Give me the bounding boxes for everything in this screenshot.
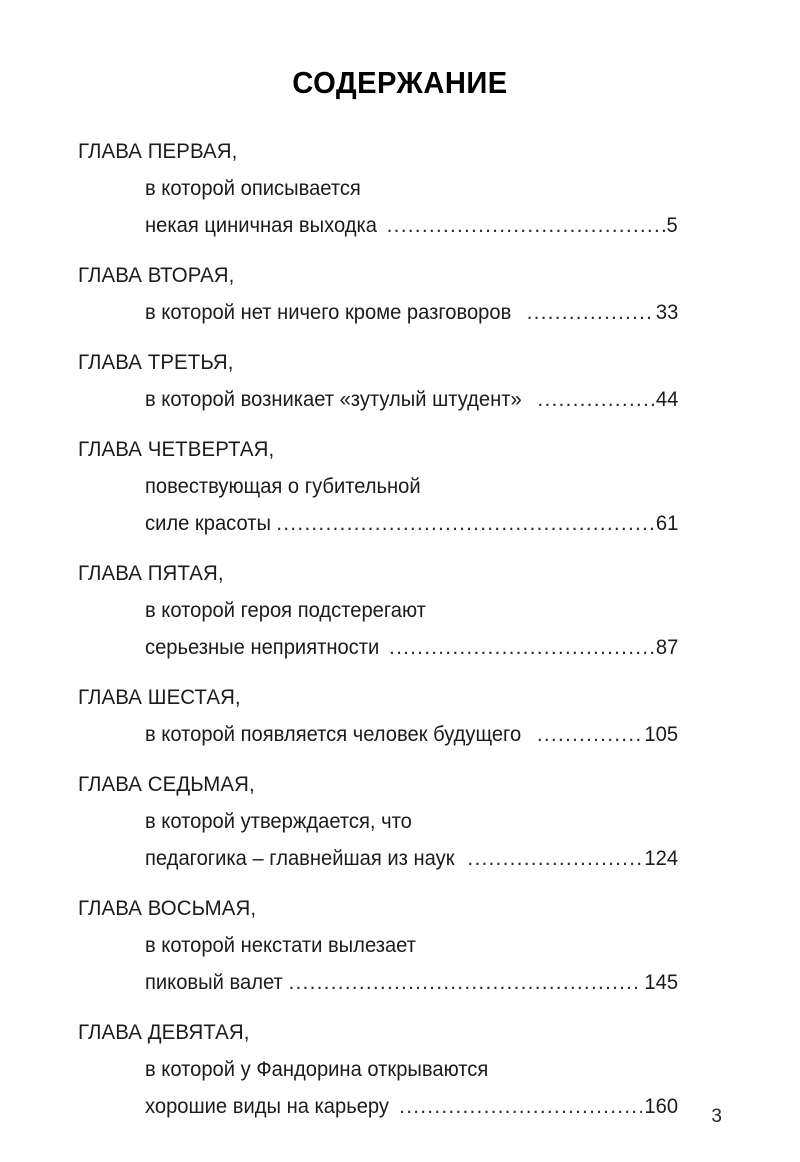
chapter-description-block bbox=[145, 716, 678, 753]
chapter-description-block bbox=[145, 170, 678, 244]
toc-entry[interactable] bbox=[78, 431, 678, 542]
dot-leader bbox=[537, 381, 653, 418]
chapter-page-number: 5 bbox=[666, 214, 678, 237]
chapter-page-number: 160 bbox=[644, 1095, 678, 1118]
chapter-description-text: в которой у Фандорина открываются bbox=[145, 1058, 489, 1081]
chapter-description-text: некая циничная выходка bbox=[145, 214, 377, 237]
chapter-page-number: 61 bbox=[655, 512, 678, 535]
chapter-description-block bbox=[145, 927, 678, 1001]
chapter-description-line bbox=[145, 468, 678, 505]
chapter-heading: ГЛАВА ВОСЬМАЯ, bbox=[78, 896, 257, 920]
chapter-description-block bbox=[145, 381, 678, 418]
chapter-description-line bbox=[145, 505, 678, 542]
dot-leader bbox=[387, 207, 666, 244]
chapter-description-text: повествующая о губительной bbox=[145, 475, 421, 498]
chapter-description-block bbox=[145, 468, 678, 542]
chapter-description-line bbox=[145, 803, 678, 840]
chapter-description-text: в которой героя подстерегают bbox=[145, 599, 426, 622]
chapter-description-text: хорошие виды на карьеру bbox=[145, 1095, 389, 1118]
chapter-heading: ГЛАВА ВТОРАЯ, bbox=[78, 263, 235, 287]
chapter-page-number: 33 bbox=[655, 301, 678, 324]
chapter-description-line bbox=[145, 381, 678, 418]
chapter-description-text: пиковый валет bbox=[145, 971, 283, 994]
chapter-description-block bbox=[145, 294, 678, 331]
chapter-description-line bbox=[145, 294, 678, 331]
chapter-description-text: в которой утверждается, что bbox=[145, 810, 412, 833]
toc-entry[interactable] bbox=[78, 766, 678, 877]
toc-entry[interactable] bbox=[78, 679, 678, 753]
chapter-description-line bbox=[145, 207, 678, 244]
chapter-page-number: 105 bbox=[644, 723, 678, 746]
chapter-description-line bbox=[145, 964, 678, 1001]
toc-entry[interactable] bbox=[78, 133, 678, 244]
toc-entry[interactable] bbox=[78, 555, 678, 666]
chapter-description-text: в которой некстати вылезает bbox=[145, 934, 416, 957]
chapter-heading: ГЛАВА ШЕСТАЯ, bbox=[78, 685, 241, 709]
toc-entry[interactable] bbox=[78, 890, 678, 1001]
chapter-description-line bbox=[145, 840, 678, 877]
chapter-description-line bbox=[145, 170, 678, 207]
chapter-description-text: в которой описывается bbox=[145, 177, 361, 200]
chapter-description-text: силе красоты bbox=[145, 512, 271, 535]
chapter-heading: ГЛАВА ПЕРВАЯ, bbox=[78, 139, 238, 163]
chapter-page-number: 124 bbox=[644, 847, 678, 870]
chapter-page-number: 87 bbox=[655, 636, 678, 659]
chapter-description-line bbox=[145, 927, 678, 964]
toc-entry[interactable] bbox=[78, 344, 678, 418]
chapter-page-number: 44 bbox=[655, 388, 678, 411]
table-of-contents-list bbox=[78, 133, 678, 1138]
chapter-description-text: в которой появляется человек будущего bbox=[145, 723, 522, 746]
chapter-heading: ГЛАВА ДЕВЯТАЯ, bbox=[78, 1020, 250, 1044]
chapter-description-text: в которой возникает «зутулый штудент» bbox=[145, 388, 522, 411]
chapter-heading: ГЛАВА ТРЕТЬЯ, bbox=[78, 350, 234, 374]
dot-leader bbox=[537, 716, 642, 753]
chapter-heading: ГЛАВА ЧЕТВЕРТАЯ, bbox=[78, 437, 275, 461]
chapter-description-text: в которой нет ничего кроме разговоров bbox=[145, 301, 512, 324]
page-title: СОДЕРЖАНИЕ bbox=[292, 65, 508, 100]
toc-entry[interactable] bbox=[78, 257, 678, 331]
chapter-description-text: серьезные неприятности bbox=[145, 636, 380, 659]
dot-leader bbox=[527, 294, 654, 331]
chapter-description-text: педагогика – главнейшая из наук bbox=[145, 847, 455, 870]
chapter-heading: ГЛАВА ПЯТАЯ, bbox=[78, 561, 224, 585]
dot-leader bbox=[276, 505, 653, 542]
chapter-description-block bbox=[145, 592, 678, 666]
chapter-description-block bbox=[145, 803, 678, 877]
dot-leader bbox=[467, 840, 642, 877]
dot-leader bbox=[389, 629, 654, 666]
chapter-description-line bbox=[145, 1051, 678, 1088]
chapter-page-number: 145 bbox=[644, 971, 678, 994]
chapter-description-line bbox=[145, 592, 678, 629]
chapter-description-line bbox=[145, 716, 678, 753]
chapter-heading: ГЛАВА СЕДЬМАЯ, bbox=[78, 772, 255, 796]
page-number-folio: 3 bbox=[711, 1106, 722, 1127]
dot-leader bbox=[288, 964, 641, 1001]
chapter-description-line bbox=[145, 629, 678, 666]
